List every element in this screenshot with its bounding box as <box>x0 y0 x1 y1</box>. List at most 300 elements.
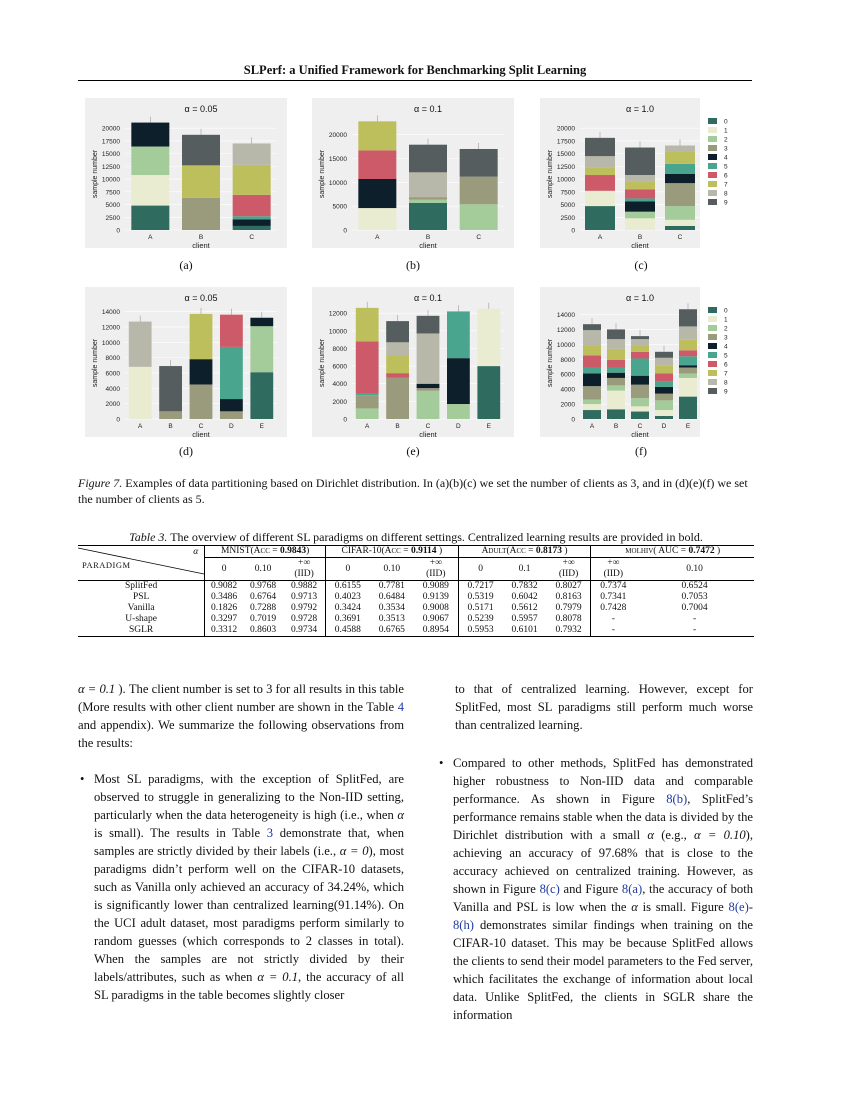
cell-value: 0.6764 <box>250 592 277 602</box>
bar-segment-A-class-9 <box>585 138 615 156</box>
bar-segment-D-class-3 <box>655 394 673 401</box>
legend-swatch <box>708 118 717 124</box>
bar-segment-E-class-5 <box>679 356 697 365</box>
bar-segment-C-class-7 <box>665 151 695 164</box>
bar-segment-C-class-8 <box>417 333 440 383</box>
row-paradigm: SplitFed <box>78 581 205 593</box>
bar-segment-C-class-7 <box>190 314 213 359</box>
bar-segment-A-class-6 <box>356 341 379 393</box>
x-axis-label: client <box>419 430 437 437</box>
bar-segment-A-class-9 <box>583 324 601 330</box>
y-tick-label: 12000 <box>556 326 575 334</box>
y-tick-label: 10000 <box>101 176 120 184</box>
cell-value: 0.1826 <box>211 603 238 613</box>
x-tick-label: B <box>425 234 431 241</box>
row-paradigm: PSL <box>78 592 205 603</box>
bar-segment-B-class-8 <box>625 175 655 181</box>
x-tick-label: D <box>456 423 461 430</box>
y-axis-label: sample number <box>319 149 326 199</box>
bar-segment-C-class-2 <box>417 391 440 419</box>
subfigure-label-c: (c) <box>634 258 648 272</box>
legend-swatch <box>708 127 717 133</box>
chart-panel-f <box>540 287 742 437</box>
y-tick-label: 7500 <box>105 189 120 197</box>
bar-segment-E-class-8 <box>679 326 697 339</box>
legend-swatch <box>708 361 717 367</box>
bar-segment-C-class-4 <box>417 384 440 388</box>
cell-value: 0.7288 <box>250 603 277 613</box>
legend-swatch <box>708 172 717 178</box>
bar-segment-C-class-5 <box>631 359 649 376</box>
alpha-header: α <box>193 547 199 557</box>
bar-segment-A-class-1 <box>585 191 615 206</box>
y-tick-label: 8000 <box>105 355 120 363</box>
y-tick-label: 15000 <box>101 151 120 159</box>
y-axis-label: sample number <box>319 338 326 388</box>
bar-segment-A-class-6 <box>585 175 615 191</box>
bar-segment-E-class-0 <box>679 397 697 419</box>
cell-value: 0.7019 <box>250 614 277 624</box>
cell-value: 0.7781 <box>370 581 414 593</box>
cell-value: 0.4023 <box>334 592 361 602</box>
bar-segment-B-class-0 <box>409 203 447 230</box>
row-paradigm: SGLR <box>78 625 205 637</box>
legend-swatch <box>708 136 717 142</box>
y-tick-label: 20000 <box>101 125 120 133</box>
bar-segment-B-class-2 <box>625 212 655 219</box>
bar-segment-E-class-1 <box>477 309 500 366</box>
cell-value: 0.8603 <box>243 625 283 637</box>
header-rule <box>78 80 752 81</box>
chart-title: α = 0.05 <box>184 104 218 114</box>
cell-value: 0.5171 <box>467 603 494 613</box>
bar-segment-C-class-6 <box>233 195 271 216</box>
chart-panel-c <box>540 98 742 248</box>
cell-value: 0.9882 <box>283 581 325 593</box>
bar-segment-D-class-4 <box>220 399 243 411</box>
cell-value: 0.3424 <box>334 603 361 613</box>
y-tick-label: 8000 <box>560 356 575 364</box>
bar-segment-D-class-5 <box>447 311 470 358</box>
chart-d <box>85 287 287 437</box>
subfigure-label-b: (b) <box>406 258 420 272</box>
adult-header: Adult(Acc = 0.8173 ) <box>458 546 591 558</box>
bar-segment-B-class-1 <box>607 391 625 410</box>
bar-segment-B-class-7 <box>607 349 625 360</box>
y-tick-label: 15000 <box>556 151 575 159</box>
legend-label: 5 <box>724 163 728 171</box>
legend-label: 3 <box>724 145 728 153</box>
cell-value: 0.9067 <box>414 614 458 625</box>
bar-segment-A-class-0 <box>131 206 169 230</box>
bar-segment-A-class-0 <box>583 410 601 419</box>
bar-segment-D-class-7 <box>655 365 673 373</box>
bar-segment-C-class-5 <box>665 164 695 174</box>
x-tick-label: A <box>597 234 603 241</box>
y-tick-label: 12000 <box>101 324 120 332</box>
chart-title: α = 0.1 <box>414 293 442 303</box>
chart-panel-b <box>312 98 514 248</box>
bar-segment-A-class-3 <box>583 386 601 399</box>
bar-segment-D-class-5 <box>655 382 673 387</box>
y-tick-label: 17500 <box>101 138 120 146</box>
x-tick-label: E <box>685 423 691 430</box>
bar-segment-A-class-2 <box>131 147 169 176</box>
cell-value: 0.8954 <box>414 625 458 637</box>
bar-segment-C-class-3 <box>417 388 440 391</box>
subfigure-label-a: (a) <box>179 258 193 272</box>
y-tick-label: 10000 <box>556 341 575 349</box>
bar-segment-B-class-6 <box>386 373 409 377</box>
cell-value: - <box>693 614 697 624</box>
chart-title: α = 0.1 <box>414 104 442 114</box>
bar-segment-A-class-7 <box>585 167 615 175</box>
y-tick-label: 10000 <box>556 176 575 184</box>
legend-swatch <box>708 370 717 376</box>
table-caption <box>78 530 754 545</box>
bar-segment-A-class-5 <box>583 367 601 373</box>
legend-swatch <box>708 181 717 187</box>
y-tick-label: 10000 <box>328 179 347 187</box>
y-tick-label: 0 <box>571 416 575 424</box>
bar-segment-A-class-2 <box>583 400 601 404</box>
bar-segment-D-class-6 <box>220 315 243 347</box>
legend-label: 4 <box>724 343 728 351</box>
bar-segment-B-class-9 <box>409 145 447 173</box>
x-tick-label: D <box>661 423 667 430</box>
cell-value: 0.6765 <box>370 625 414 637</box>
bar-segment-B-class-8 <box>409 172 447 197</box>
cell-value: 0.8163 <box>547 592 591 603</box>
legend-label: 7 <box>724 181 728 189</box>
y-tick-label: 4000 <box>560 386 575 394</box>
chart-a <box>85 98 287 248</box>
y-axis-label: sample number <box>547 149 554 199</box>
legend-swatch <box>708 190 717 196</box>
legend-label: 4 <box>724 154 728 162</box>
cell-value: 0.7832 <box>502 581 546 593</box>
bar-segment-D-class-2 <box>447 404 470 419</box>
bullet-splitfed: • Compared to other methods, SplitFed has demonstrated higher robustness to Non-IID data and comparable performance. As shown in Figure 8(b), SplitFed’s performance remains stable when the data is divided by the Dirichlet distribution with a small α (e.g., α = 0.10), achieving an accuracy of 97.68% that is close to the accuracy achieved on centralized training. However, as shown in Figure 8(c) and Figure 8(a), the accuracy of both Vanilla and PSL is low when the α is small. Figure 8(e)- 8(h) demonstrates similar findings when training on the CIFAR-10 dataset. This may be because SplitFed allows the clients to send their model parameters to the Fed server, which facilitates the exchange of information about local data. Unlike SplitFed, the clients in SGLR share the information <box>437 754 753 1024</box>
x-tick-label: C <box>637 423 643 430</box>
bar-segment-D-class-9 <box>655 352 673 358</box>
table-alpha-row: 0 0.10 +∞ (IID) 0 0.10 +∞ (IID) 0 0.1 +∞ (IID) +∞ (IID) 0.10 <box>78 558 754 581</box>
cell-value: 0.5953 <box>458 625 502 637</box>
bar-segment-B-class-9 <box>159 366 182 411</box>
bar-segment-A-class-3 <box>356 395 379 408</box>
bar-segment-C-class-7 <box>233 165 271 195</box>
mnist-header: MNIST(Acc = 0.9843) <box>205 546 326 558</box>
bar-segment-A-class-1 <box>131 175 169 206</box>
subfigure-label-d: (d) <box>179 444 193 458</box>
bar-segment-C-class-2 <box>460 204 498 230</box>
y-tick-label: 14000 <box>556 311 575 319</box>
bar-segment-C-class-9 <box>460 149 498 177</box>
legend-label: 8 <box>724 190 728 198</box>
cell-value: 0.5319 <box>467 592 494 602</box>
y-tick-label: 10000 <box>328 328 347 336</box>
x-tick-label: A <box>365 423 370 430</box>
legend-swatch <box>708 199 717 205</box>
bar-segment-A-class-2 <box>356 408 379 419</box>
running-header: SLPerf: a Unified Framework for Benchmarking Split Learning <box>243 63 587 77</box>
cell-value: 0.3691 <box>334 614 361 624</box>
bar-segment-D-class-5 <box>220 347 243 399</box>
chart-title: α = 1.0 <box>626 104 654 114</box>
bar-segment-A-class-7 <box>358 121 396 150</box>
cell-value: 0.7004 <box>681 603 708 613</box>
legend-label: 2 <box>724 325 728 333</box>
bar-segment-E-class-3 <box>679 367 697 373</box>
bar-segment-A-class-6 <box>583 356 601 368</box>
paradigm-header: PARADIGM <box>82 560 131 570</box>
x-axis-label: client <box>192 241 210 248</box>
x-tick-label: B <box>613 423 619 430</box>
legend-swatch <box>708 388 717 394</box>
y-tick-label: 12000 <box>328 310 347 318</box>
x-tick-label: C <box>677 234 683 241</box>
bar-segment-A-class-4 <box>583 373 601 386</box>
bar-segment-C-class-8 <box>233 143 271 164</box>
bar-segment-A-class-8 <box>583 330 601 345</box>
y-tick-label: 6000 <box>332 363 347 371</box>
cell-value: 0.3513 <box>378 614 405 624</box>
cell-value: 0.7217 <box>458 581 502 593</box>
legend-label: 6 <box>724 361 728 369</box>
figure-caption-label: Figure 7. <box>78 476 123 490</box>
bar-segment-C-class-1 <box>631 406 649 411</box>
legend-label: 9 <box>724 388 728 396</box>
x-tick-label: A <box>375 234 380 241</box>
x-tick-label: C <box>198 423 204 430</box>
legend-swatch <box>708 316 717 322</box>
bar-segment-D-class-6 <box>655 373 673 381</box>
y-tick-label: 7500 <box>560 189 575 197</box>
cell-value: 0.9734 <box>283 625 325 637</box>
y-tick-label: 2500 <box>560 214 575 222</box>
bar-segment-E-class-4 <box>250 318 273 326</box>
bar-segment-E-class-1 <box>679 378 697 397</box>
bar-segment-C-class-0 <box>631 412 649 419</box>
x-tick-label: C <box>249 234 255 241</box>
bar-segment-C-class-9 <box>631 336 649 339</box>
cell-value: 0.3297 <box>211 614 238 624</box>
y-tick-label: 6000 <box>105 370 120 378</box>
y-tick-label: 2000 <box>560 401 575 409</box>
chart-b <box>312 98 514 248</box>
bar-segment-A-class-1 <box>358 208 396 230</box>
bar-segment-D-class-4 <box>447 358 470 404</box>
bar-segment-B-class-4 <box>607 373 625 378</box>
bar-segment-C-class-2 <box>665 206 695 220</box>
table-caption-label: Table 3. <box>129 530 168 544</box>
legend-label: 1 <box>724 316 728 324</box>
bar-segment-B-class-5 <box>625 198 655 201</box>
cell-value: 0.9089 <box>414 581 458 593</box>
x-tick-label: A <box>138 423 143 430</box>
cell-value: - <box>635 625 754 637</box>
cell-value: 0.7341 <box>600 592 627 602</box>
bar-segment-B-class-4 <box>625 201 655 211</box>
x-tick-label: B <box>198 234 204 241</box>
x-tick-label: A <box>589 423 595 430</box>
bar-segment-B-class-7 <box>182 165 220 198</box>
cell-value: 0.6042 <box>511 592 538 602</box>
bar-segment-B-class-0 <box>607 409 625 419</box>
bar-segment-E-class-0 <box>250 372 273 419</box>
legend-label: 8 <box>724 379 728 387</box>
bar-segment-B-class-6 <box>607 360 625 367</box>
y-tick-label: 6000 <box>560 371 575 379</box>
x-tick-label: D <box>229 423 234 430</box>
left-paragraph: α = 0.1 ). The client number is set to 3 for all results in this table (More results with other client number are shown in the Table 4 and appendix). We summarize the following observations from the results: <box>78 682 404 750</box>
y-tick-label: 5000 <box>560 202 575 210</box>
bar-segment-C-class-4 <box>233 219 271 226</box>
bar-segment-A-class-5 <box>356 393 379 395</box>
bar-segment-B-class-2 <box>607 385 625 390</box>
x-tick-label: B <box>168 423 173 430</box>
bar-segment-C-class-0 <box>233 226 271 230</box>
bar-segment-C-class-4 <box>631 376 649 385</box>
chart-title: α = 1.0 <box>626 293 654 303</box>
bar-segment-B-class-3 <box>386 378 409 419</box>
right-paragraph: to that of centralized learning. However, except for SplitFed, most SL paradigms still perform much worse than centralized learning. <box>455 682 753 732</box>
y-tick-label: 15000 <box>328 156 347 164</box>
right-column <box>437 680 753 1024</box>
bar-segment-C-class-4 <box>190 359 213 384</box>
y-axis-label: sample number <box>92 338 99 388</box>
bar-segment-A-class-8 <box>585 156 615 167</box>
cell-value: 0.9792 <box>283 603 325 614</box>
y-axis-label: sample number <box>547 338 554 388</box>
cell-value: 0.7053 <box>681 592 708 602</box>
cell-value: 0.5239 <box>467 614 494 624</box>
table-row <box>78 625 754 637</box>
bar-segment-B-class-8 <box>607 339 625 349</box>
bar-segment-B-class-6 <box>625 189 655 198</box>
bar-segment-D-class-0 <box>655 416 673 419</box>
bar-segment-C-class-7 <box>631 345 649 352</box>
x-axis-label: client <box>631 430 649 437</box>
legend-label: 9 <box>724 199 728 207</box>
x-tick-label: B <box>395 423 400 430</box>
cell-value: 0.4588 <box>325 625 369 637</box>
x-axis-label: client <box>631 241 649 248</box>
table-row <box>78 614 754 625</box>
y-tick-label: 8000 <box>332 345 347 353</box>
y-tick-label: 2500 <box>105 214 120 222</box>
bar-segment-A-class-0 <box>585 206 615 230</box>
table-row <box>78 592 754 603</box>
bar-segment-B-class-8 <box>386 342 409 355</box>
cell-value: 0.7932 <box>547 625 591 637</box>
cell-value: - <box>611 614 615 624</box>
y-tick-label: 5000 <box>332 203 347 211</box>
results-table <box>78 545 754 637</box>
bar-segment-E-class-7 <box>679 340 697 350</box>
bar-segment-C-class-3 <box>190 384 213 419</box>
row-paradigm: U-shape <box>78 614 205 625</box>
y-tick-label: 12500 <box>556 163 575 171</box>
legend-swatch <box>708 325 717 331</box>
bar-segment-A-class-8 <box>129 322 152 367</box>
y-tick-label: 12500 <box>101 163 120 171</box>
legend-swatch <box>708 352 717 358</box>
bar-segment-D-class-2 <box>655 400 673 410</box>
bar-segment-A-class-6 <box>358 150 396 179</box>
figure-caption <box>78 475 754 507</box>
table-row <box>78 603 754 614</box>
bar-segment-C-class-3 <box>665 183 695 206</box>
bar-segment-C-class-3 <box>631 385 649 398</box>
cell-value: 0.8078 <box>547 614 591 625</box>
bar-segment-B-class-7 <box>625 181 655 189</box>
bar-segment-B-class-9 <box>182 135 220 166</box>
bar-segment-B-class-9 <box>386 321 409 342</box>
bar-segment-C-class-6 <box>631 352 649 359</box>
bar-segment-B-class-7 <box>386 356 409 374</box>
bar-segment-B-class-3 <box>159 411 182 419</box>
chart-f <box>540 287 750 437</box>
x-tick-label: B <box>637 234 643 241</box>
legend-label: 2 <box>724 136 728 144</box>
legend-label: 0 <box>724 307 728 315</box>
bar-segment-E-class-9 <box>679 309 697 326</box>
bar-segment-A-class-7 <box>583 345 601 355</box>
legend-label: 6 <box>724 172 728 180</box>
cell-value: 0.9728 <box>283 614 325 625</box>
y-tick-label: 0 <box>116 227 120 235</box>
y-tick-label: 5000 <box>105 202 120 210</box>
cell-value: 0.8027 <box>547 581 591 593</box>
legend-swatch <box>708 154 717 160</box>
cell-value: 0.7979 <box>547 603 591 614</box>
cifar-header: CIFAR-10(Acc = 0.9114 ) <box>325 546 458 558</box>
cell-value: 0.9008 <box>414 603 458 614</box>
legend-swatch <box>708 334 717 340</box>
cell-value: 0.6524 <box>635 581 754 593</box>
bar-segment-C-class-8 <box>631 339 649 345</box>
chart-c <box>540 98 750 248</box>
y-tick-label: 4000 <box>105 385 120 393</box>
cell-value: 0.5957 <box>511 614 538 624</box>
bar-segment-D-class-1 <box>655 410 673 416</box>
x-tick-label: E <box>259 423 264 430</box>
bar-segment-C-class-1 <box>665 220 695 226</box>
y-tick-label: 2000 <box>332 398 347 406</box>
cell-value: 0.9139 <box>414 592 458 603</box>
bar-segment-B-class-5 <box>607 367 625 372</box>
cell-value: 0.9768 <box>243 581 283 593</box>
y-tick-label: 14000 <box>101 309 120 317</box>
bar-segment-A-class-1 <box>583 404 601 410</box>
y-tick-label: 20000 <box>556 125 575 133</box>
legend-swatch <box>708 343 717 349</box>
bar-segment-E-class-0 <box>477 366 500 419</box>
y-tick-label: 4000 <box>332 381 347 389</box>
bar-segment-C-class-5 <box>233 216 271 219</box>
bar-segment-D-class-3 <box>220 411 243 419</box>
bar-segment-E-class-4 <box>679 365 697 367</box>
bar-segment-B-class-3 <box>182 198 220 230</box>
y-axis-label: sample number <box>92 149 99 199</box>
bar-segment-C-class-9 <box>417 316 440 334</box>
x-tick-label: C <box>476 234 482 241</box>
cell-value: 0.6155 <box>325 581 369 593</box>
y-tick-label: 10000 <box>101 339 120 347</box>
subfigure-label-f: (f) <box>635 444 647 458</box>
y-tick-label: 2000 <box>105 401 120 409</box>
